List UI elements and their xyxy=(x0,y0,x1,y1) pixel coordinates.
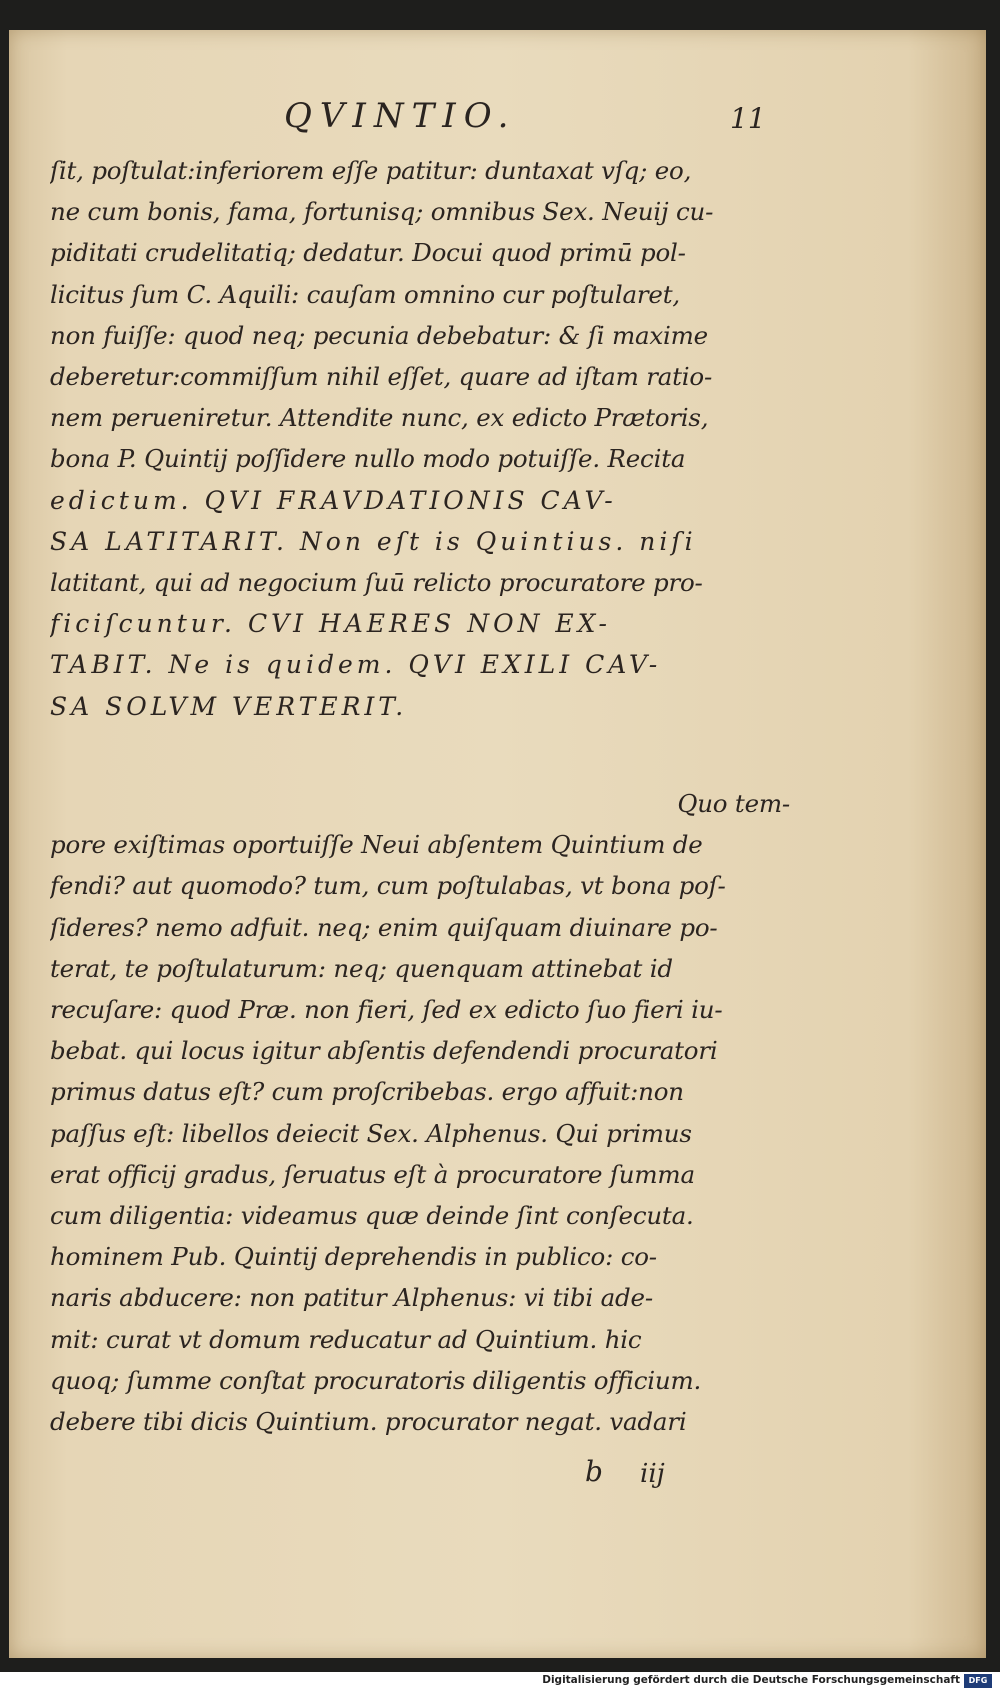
text-line: SA SOLVM VERTERIT. xyxy=(50,691,408,721)
text-line: Quo tem- xyxy=(677,789,790,818)
text-line: primus datus eſt? cum proſcribebas. ergo affuit:non xyxy=(50,1077,684,1107)
text-line: ficiſcuntur. CVI HAERES NON EX- xyxy=(50,609,611,639)
dfg-logo-icon: DFG xyxy=(964,1674,992,1688)
text-line: nem perueniretur. Attendite nunc, ex edicto Prætoris, xyxy=(50,403,709,433)
text-line: ſit, poſtulat:inferiorem eſſe patitur: duntaxat vſq; eo, xyxy=(50,156,692,185)
text-line: deberetur:commiſſum nihil eſſet, quare ad iſtam ratio- xyxy=(50,362,713,392)
footer-bar xyxy=(0,1672,1000,1691)
text-line: pore exiſtimas oportuiſſe Neui abſentem Quintium de xyxy=(50,830,703,860)
paragraph-2 xyxy=(50,783,790,1442)
text-line: mit: curat vt domum reducatur ad Quintium. hic xyxy=(50,1324,642,1354)
text-line: quoq; ſumme conſtat procuratoris diligentis officium. xyxy=(50,1365,702,1395)
text-line: recuſare: quod Præ. non fieri, ſed ex edicto ſuo fieri iu- xyxy=(50,995,723,1025)
page-header xyxy=(0,96,1000,148)
running-title: QVINTIO. xyxy=(284,96,517,136)
paragraph-1 xyxy=(50,150,790,727)
text-line: latitant, qui ad negocium ſuū relicto procuratore pro- xyxy=(50,568,703,598)
text-line: fendi? aut quomodo? tum, cum poſtulabas, vt bona poſ- xyxy=(50,871,726,901)
text-line: debere tibi dicis Quintium. procurator negat. vadari xyxy=(50,1407,687,1437)
text-line: TABIT. Ne is quidem. QVI EXILI CAV- xyxy=(50,650,662,680)
text-line: ſideres? nemo adfuit. neq; enim quiſquam diuinare po- xyxy=(50,912,718,942)
text-line: non fuiſſe: quod neq; pecunia debebatur: & ſi maxime xyxy=(50,320,708,350)
funding-credit: Digitalisierung gefördert durch die Deutsche Forschungsgemeinschaft xyxy=(542,1674,960,1686)
signature-number: iij xyxy=(640,1459,665,1489)
text-line: terat, te poſtulaturum: neq; quenquam attinebat id xyxy=(50,953,673,983)
text-line: erat officij gradus, ſeruatus eſt à procuratore ſumma xyxy=(50,1159,695,1189)
signature-mark xyxy=(0,1455,1000,1495)
text-line: naris abducere: non patitur Alphenus: vi tibi ade- xyxy=(50,1283,653,1313)
text-line: hominem Pub. Quintij deprehendis in publico: co- xyxy=(50,1242,657,1272)
text-line: paſſus eſt: libellos deiecit Sex. Alphenus. Qui primus xyxy=(50,1118,692,1148)
page-number: 11 xyxy=(730,102,766,135)
text-line: SA LATITARIT. Non eſt is Quintius. niſi xyxy=(50,526,697,556)
text-line: bebat. qui locus igitur abſentis defendendi procuratori xyxy=(50,1036,718,1066)
text-line: edictum. QVI FRAVDATIONIS CAV- xyxy=(50,485,617,515)
text-line: piditati crudelitatiq; dedatur. Docui quod primū pol- xyxy=(50,238,686,268)
text-line: cum diligentia: videamus quæ deinde ſint conſecuta. xyxy=(50,1201,694,1231)
text-line: bona P. Quintij poſſidere nullo modo potuiſſe. Recita xyxy=(50,444,686,474)
text-line: licitus ſum C. Aquili: cauſam omnino cur poſtularet, xyxy=(50,279,680,309)
text-line: ne cum bonis, fama, fortunisq; omnibus Sex. Neuij cu- xyxy=(50,197,714,227)
signature-letter: b xyxy=(585,1455,603,1488)
